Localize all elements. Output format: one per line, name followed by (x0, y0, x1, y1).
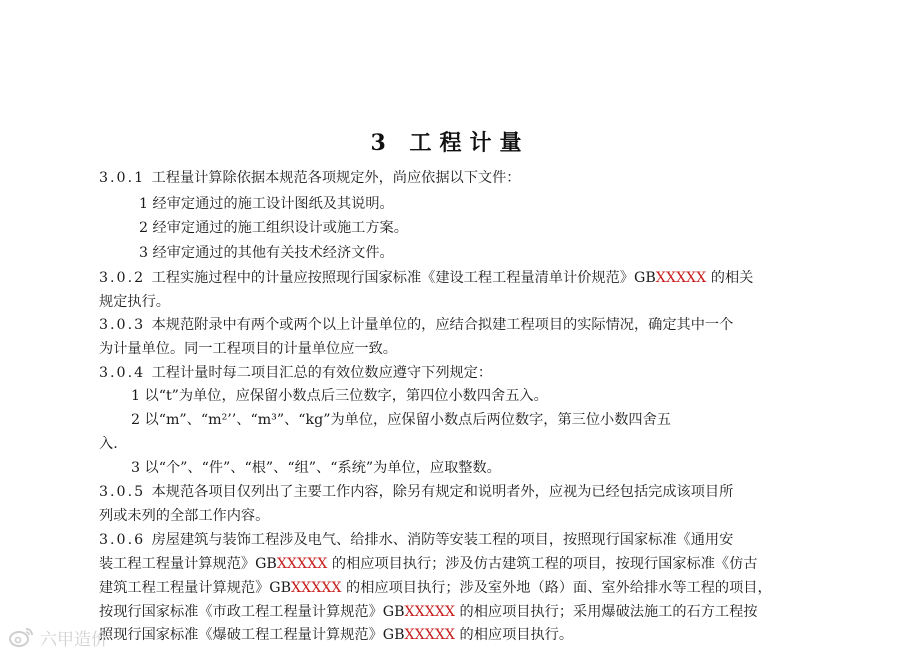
text-line-s305b (99, 506, 269, 526)
text-line-s303b (99, 339, 397, 359)
text-fragment: 的相关 (706, 270, 754, 286)
text-line-s301-2 (139, 218, 408, 238)
text-line-s301 (99, 168, 521, 188)
text-fragment: 建筑工程工程量计算规范》GB (99, 580, 292, 596)
text-line-s306d (99, 602, 757, 622)
clause-number: 3.0.5 (99, 484, 152, 500)
clause-number: 3.0.3 (99, 317, 152, 333)
text-fragment: 工程实施过程中的计量应按照现行国家标准《建设工程工程量清单计价规范》GB (151, 270, 656, 286)
text-line-s306c (99, 578, 772, 598)
standard-code-placeholder: XXXXX (655, 270, 707, 286)
text-line-s301-3 (139, 243, 394, 263)
text-fragment: 入. (99, 436, 118, 452)
watermark-text: 六甲造价 (40, 629, 108, 650)
clause-number: 3.0.4 (99, 365, 152, 381)
text-fragment: 的相应项目执行；采用爆破法施工的石方工程按 (455, 604, 758, 620)
text-line-s302 (99, 268, 753, 288)
text-line-s304-1 (131, 386, 548, 406)
text-fragment: 2 以“m”、“m²’’、“m³”、“kg”为单位，应保留小数点后两位数字，第三位小数四舍五 (131, 412, 671, 428)
watermark (8, 624, 108, 650)
clause-number: 3.0.1 (99, 170, 152, 186)
text-line-s304 (99, 363, 492, 383)
text-fragment: 按现行国家标准《市政工程工程量计算规范》GB (99, 604, 405, 620)
text-fragment: 3 以“个”、“件”、“根”、“组”、“系统”为单位，应取整数。 (131, 460, 501, 476)
clause-number: 3.0.2 (99, 270, 152, 286)
text-fragment: 1 以“t”为单位，应保留小数点后三位数字，第四位小数四舍五入。 (131, 388, 548, 404)
text-line-s304-2b (99, 434, 118, 454)
text-fragment: 的相应项目执行；涉及仿古建筑工程的项目，按现行国家标准《仿古 (327, 556, 758, 572)
standard-code-placeholder: XXXXX (276, 556, 328, 572)
text-fragment: 为计量单位。同一工程项目的计量单位应一致。 (99, 341, 397, 357)
weibo-logo-icon (8, 626, 34, 648)
text-fragment: 1 经审定通过的施工设计图纸及其说明。 (139, 196, 394, 212)
text-fragment: 3 经审定通过的其他有关技术经济文件。 (139, 245, 394, 261)
chapter-title: 3 工程计量 (370, 130, 530, 156)
text-line-s303 (99, 315, 733, 335)
text-fragment: 照现行国家标准《爆破工程工程量计算规范》GB (99, 627, 405, 643)
text-line-s301-1 (139, 194, 394, 214)
text-line-s305 (99, 482, 733, 502)
text-fragment: 2 经审定通过的施工组织设计或施工方案。 (139, 220, 408, 236)
text-fragment: 房屋建筑与装饰工程涉及电气、给排水、消防等安装工程的项目，按照现行国家标准《通用安 (151, 532, 734, 548)
text-fragment: 的相应项目执行；涉及室外地（路）面、室外给排水等工程的项目， (341, 580, 772, 596)
text-fragment: 的相应项目执行。 (455, 627, 574, 643)
text-line-s304-2 (131, 410, 671, 430)
text-line-s306 (99, 530, 733, 550)
text-fragment: 规定执行。 (99, 294, 170, 310)
standard-code-placeholder: XXXXX (291, 580, 342, 596)
text-fragment: 本规范各项目仅列出了主要工作内容，除另有规定和说明者外，应视为已经包括完成该项目所 (151, 484, 734, 500)
text-fragment: 工程量计算除依据本规范各项规定外，尚应依据以下文件： (151, 170, 521, 186)
text-line-s302b (99, 292, 170, 312)
text-line-s306b (99, 554, 757, 574)
standard-code-placeholder: XXXXX (404, 604, 456, 620)
text-fragment: 本规范附录中有两个或两个以上计量单位的，应结合拟建工程项目的实际情况，确定其中一个 (151, 317, 734, 333)
text-fragment: 列或未列的全部工作内容。 (99, 508, 270, 524)
text-line-s306e (99, 625, 573, 645)
text-fragment: 工程计量时每二项目汇总的有效位数应遵守下列规定： (151, 365, 493, 381)
clause-number: 3.0.6 (99, 532, 152, 548)
text-line-s304-3 (131, 458, 501, 478)
text-fragment: 装工程工程量计算规范》GB (99, 556, 277, 572)
standard-code-placeholder: XXXXX (404, 627, 456, 643)
